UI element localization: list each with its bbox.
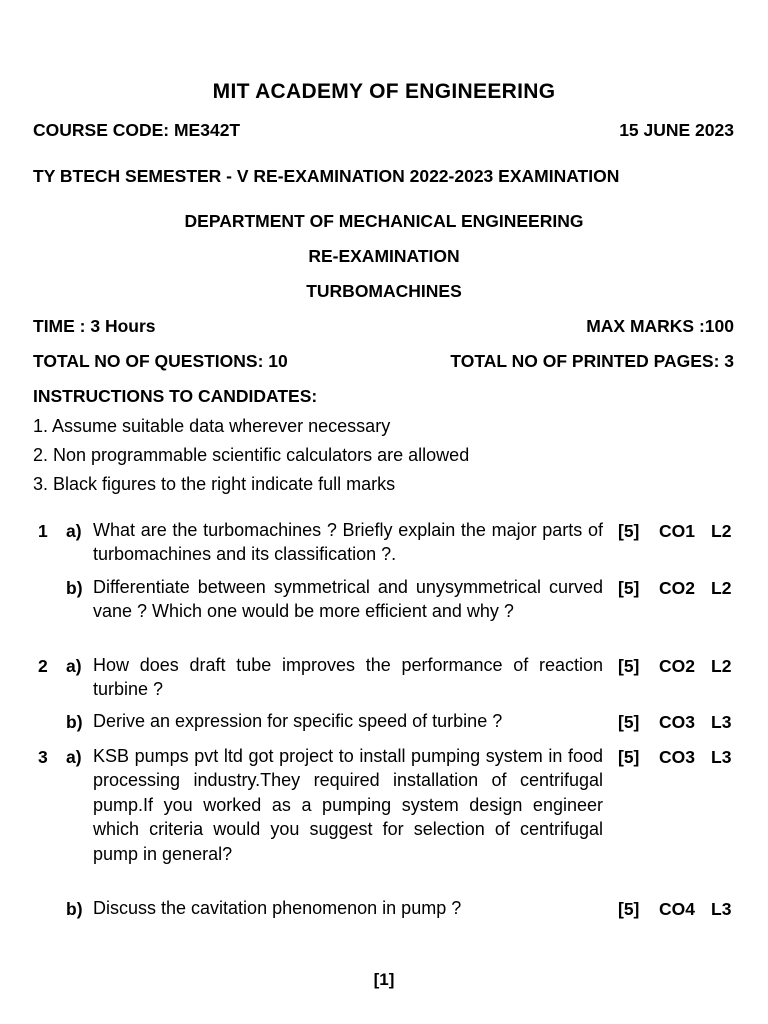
question-part: b) <box>66 712 83 732</box>
question-part: b) <box>66 899 83 919</box>
bloom-level: L2 <box>711 578 732 598</box>
question-text: Differentiate between symmetrical and unysymmetrical curved vane ? Which one would be more efficient and why ? <box>93 577 603 622</box>
total-questions: TOTAL NO OF QUESTIONS: 10 <box>33 351 288 371</box>
subject-name: TURBOMACHINES <box>306 281 462 301</box>
question-text: How does draft tube improves the performance of reaction turbine ? <box>93 655 603 700</box>
question-marks: [5] <box>618 578 640 598</box>
question-text: KSB pumps pvt ltd got project to install pumping system in food processing industry.They required installation of centrifugal pump.If you worked as a pumping system design engineer which criteria would you suggest for selection of centrifugal pump in general? <box>93 746 603 864</box>
bloom-level: L3 <box>711 747 732 767</box>
course-outcome: CO2 <box>659 578 695 598</box>
question-marks: [5] <box>618 747 640 767</box>
total-pages: TOTAL NO OF PRINTED PAGES: 3 <box>450 351 734 371</box>
question-number: 1 <box>38 521 48 541</box>
course-outcome: CO2 <box>659 656 695 676</box>
instruction-item: 3. Black figures to the right indicate full marks <box>33 474 396 494</box>
course-outcome: CO3 <box>659 747 695 767</box>
exam-type: RE-EXAMINATION <box>308 246 460 266</box>
question-part: b) <box>66 578 83 598</box>
question-marks: [5] <box>618 656 640 676</box>
question-marks: [5] <box>618 521 640 541</box>
question-marks: [5] <box>618 712 640 732</box>
course-outcome: CO4 <box>659 899 695 919</box>
question-marks: [5] <box>618 899 640 919</box>
question-part: a) <box>66 747 82 767</box>
exam-time: TIME : 3 Hours <box>33 316 156 336</box>
instructions-heading: INSTRUCTIONS TO CANDIDATES: <box>33 386 318 406</box>
bloom-level: L2 <box>711 521 732 541</box>
institute-title: MIT ACADEMY OF ENGINEERING <box>212 80 556 103</box>
exam-date: 15 JUNE 2023 <box>619 120 734 140</box>
question-text: Derive an expression for specific speed of turbine ? <box>93 711 503 731</box>
course-outcome: CO1 <box>659 521 695 541</box>
question-part: a) <box>66 521 82 541</box>
question-number: 3 <box>38 747 48 767</box>
bloom-level: L3 <box>711 712 732 732</box>
exam-line: TY BTECH SEMESTER - V RE-EXAMINATION 2022-2023 EXAMINATION <box>33 166 620 186</box>
department-name: DEPARTMENT OF MECHANICAL ENGINEERING <box>184 211 584 231</box>
course-outcome: CO3 <box>659 712 695 732</box>
bloom-level: L3 <box>711 899 732 919</box>
max-marks: MAX MARKS :100 <box>586 316 734 336</box>
question-text: What are the turbomachines ? Briefly explain the major parts of turbomachines and its classification ?. <box>93 520 603 565</box>
page-number: [1] <box>373 970 395 989</box>
instruction-item: 1. Assume suitable data wherever necessary <box>33 416 391 436</box>
question-text: Discuss the cavitation phenomenon in pump ? <box>93 898 462 918</box>
question-part: a) <box>66 656 82 676</box>
bloom-level: L2 <box>711 656 732 676</box>
course-code: COURSE CODE: ME342T <box>33 120 241 140</box>
instruction-item: 2. Non programmable scientific calculators are allowed <box>33 445 470 465</box>
question-number: 2 <box>38 656 48 676</box>
